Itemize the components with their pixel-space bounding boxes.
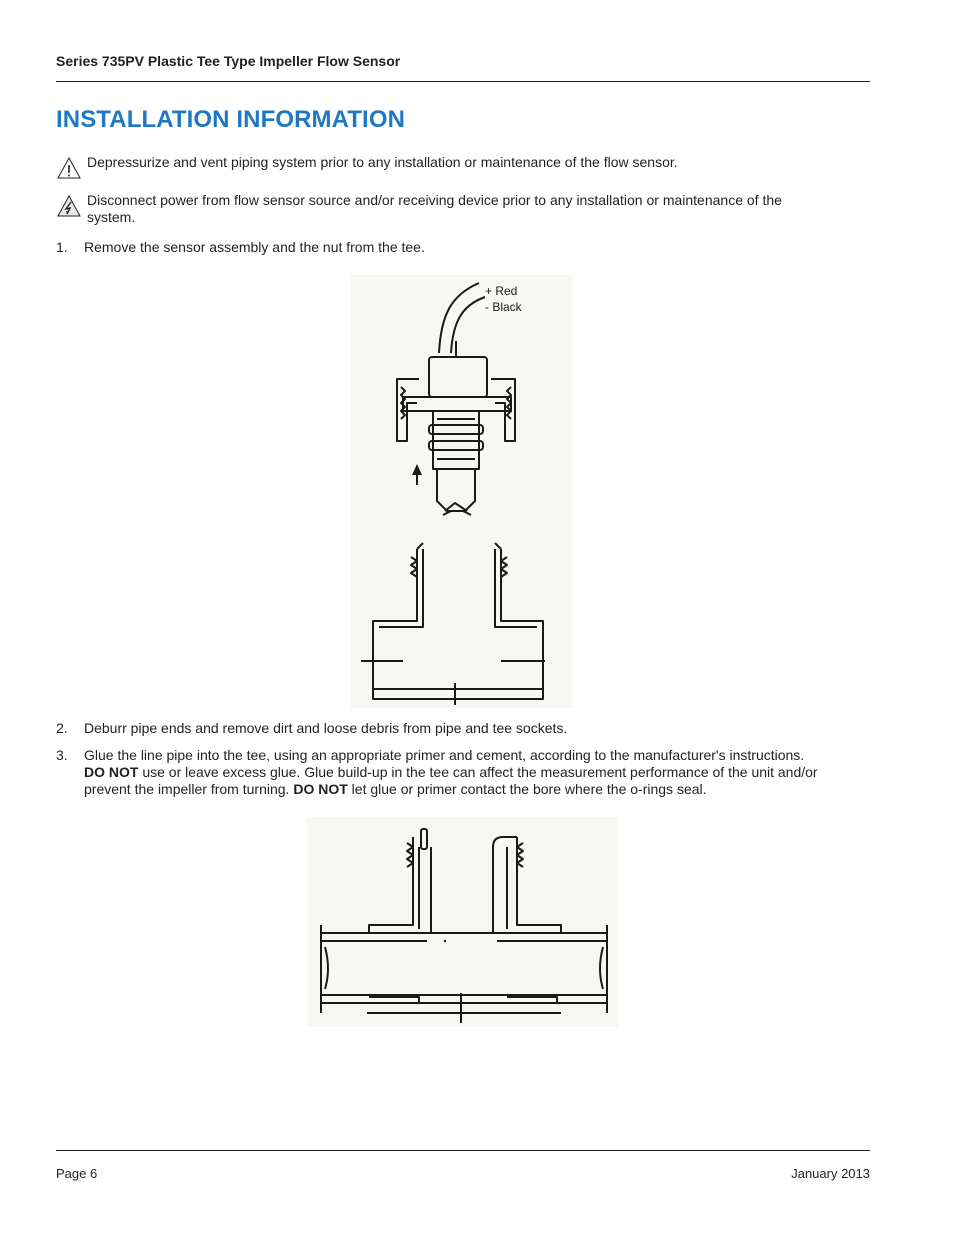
footer-rule [56,1150,870,1151]
step-text: Deburr pipe ends and remove dirt and loose debris from pipe and tee sockets. [84,720,568,736]
page-number: Page 6 [56,1166,98,1181]
step-number: 3. [56,747,68,763]
step-text: Glue the line pipe into the tee, using an appropriate primer and cement, according to the manufacturer's instructions. DO NOT use or leave excess glue. Glue build-up in the tee can affect the measurement performance of the unit and/or prevent the impeller from turning. DO NOT let glue or primer contact the bore where the o-rings seal. [84,747,818,797]
step-text: Remove the sensor assembly and the nut from the tee. [84,239,425,255]
step-number: 2. [56,720,68,736]
warning-text: Disconnect power from flow sensor source and/or receiving device prior to any installation or maintenance of the system. [87,192,782,225]
emphasis-do-not: DO NOT [84,764,139,780]
wire-label-red: + Red [485,284,518,298]
running-header: Series 735PV Plastic Tee Type Impeller Flow Sensor [56,53,401,69]
step-number: 1. [56,239,68,255]
electrical-hazard-icon [56,194,82,218]
section-title: INSTALLATION INFORMATION [56,106,406,133]
wire-label-black: - Black [485,300,522,314]
figure-pipe-glued-tee [307,817,618,1027]
publication-date: January 2013 [791,1166,870,1181]
figure-sensor-removal [351,275,573,708]
header-rule [56,81,870,82]
emphasis-do-not: DO NOT [293,781,348,797]
warning-text: Depressurize and vent piping system prior to any installation or maintenance of the flow sensor. [87,154,678,170]
caution-icon [56,156,82,180]
